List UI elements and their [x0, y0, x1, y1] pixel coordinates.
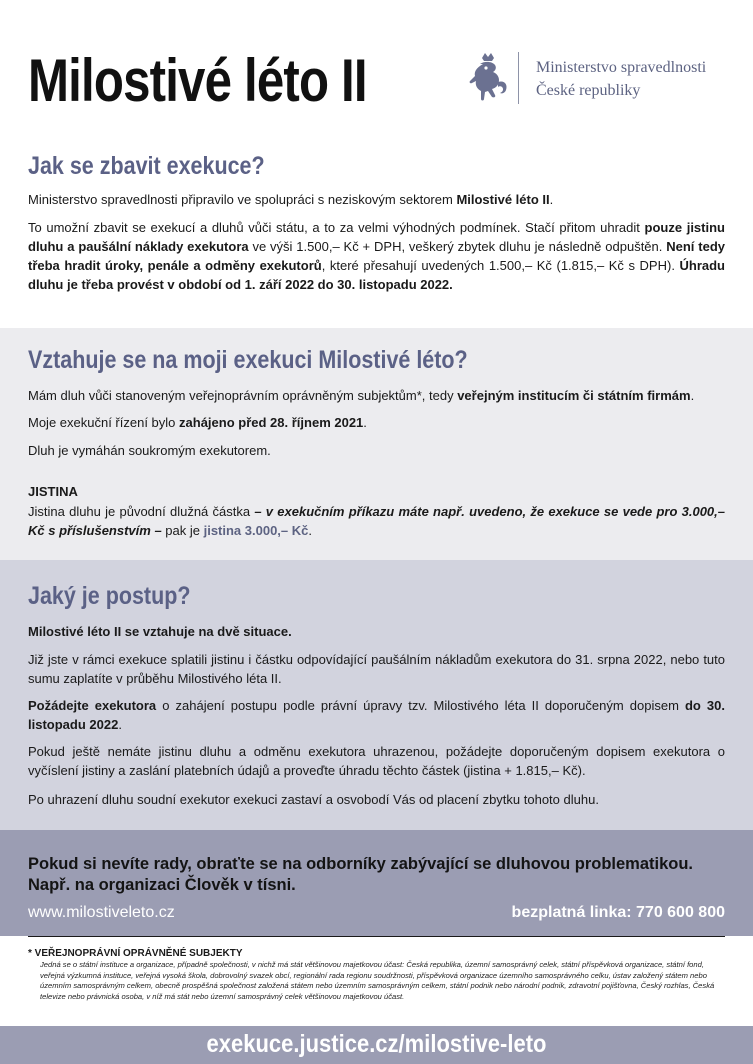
footer-url-link[interactable]: exekuce.justice.cz/milostive-leto [206, 1030, 547, 1058]
page-header [0, 0, 753, 140]
section-procedure [0, 560, 753, 830]
ministry-name [536, 56, 706, 102]
eligibility-date-paragraph: Moje exekuční řízení bylo zahájeno před 28. říjnem 2021. [28, 415, 367, 430]
helpline-number: bezplatná linka: 770 600 800 [511, 904, 725, 921]
procedure-situation-1: Již jste v rámci exekuce splatili jistinu i částku odpovídající paušálním nákladům exekutora do 31. srpna 2022, nebo tuto sumu zaplatíte v průběhu Milostivého léta II. [28, 652, 725, 686]
ministry-name-line1: Ministerstvo spravedlnosti [536, 59, 707, 76]
footnote-section [0, 936, 753, 1026]
czech-lion-emblem-icon [464, 52, 512, 104]
ministry-name-line2: České republiky [536, 82, 641, 99]
eligibility-debt-paragraph: Mám dluh vůči stanoveným veřejnoprávním oprávněným subjektům*, tedy veřejným institucím či státním firmám. [28, 388, 695, 403]
procedure-result: Po uhrazení dluhu soudní exekutor exekuci zastaví a osvobodí Vás od placení zbytku tohoto dluhu. [28, 792, 599, 807]
contact-advice-text: Pokud si nevíte rady, obraťte se na odborníky zabývající se dluhovou problematikou. Např. na organizaci Člověk v tísni. [28, 855, 694, 894]
intro-paragraph: Ministerstvo spravedlnosti připravilo ve spolupráci s neziskovým sektorem Milostivé léto II. [28, 192, 554, 207]
footnote-body: Jedná se o státní instituce a organizace, případně společnosti, v nichž má stát většinovou majetkovou účast: Česká republika, územní samosprávný celek, státní příspěvková organizace, státní fond, veřejná výzkumná instituce, veřejná vysoká škola, dobrovolný svazek obcí, regionální rada regionu soudržnosti, příspěvková organizace územního samosprávného celku, ústav založený státem nebo územním samosprávným celkem, obecně prospěšná společnost založená státem nebo územním samosprávným celkem, státní podnik nebo národní podnik, zdravotní pojišťovna, Český rozhlas, Česká televize nebo právnická osoba, v níž má stát nebo územní samosprávný celek většinovou majetkovou účast. [40, 960, 715, 1001]
footnote-title: * VEŘEJNOPRÁVNÍ OPRÁVNĚNÉ SUBJEKTY [28, 948, 243, 959]
section-heading: Jaký je postup? [28, 582, 191, 610]
conditions-paragraph: To umožní zbavit se exekucí a dluhů vůči státu, a to za velmi výhodných podmínek. Stačí přitom uhradit pouze jistinu dluhu a paušální náklady exekutora ve výši 1.500,– Kč + DPH, veškerý zbytek dluhu je následně odpuštěn. Není tedy třeba hradit úroky, penále a odměny exekutorů, které přesahují uvedených 1.500,– Kč (1.815,– Kč s DPH). Úhradu dluhu je třeba provést v období od 1. září 2022 do 30. listopadu 2022. [28, 220, 725, 292]
contact-banner [0, 830, 753, 936]
jistina-title: JISTINA [28, 484, 78, 499]
eligibility-executor-paragraph: Dluh je vymáhán soukromým exekutorem. [28, 443, 271, 458]
website-link[interactable]: www.milostiveleto.cz [28, 904, 175, 921]
section-how-to [0, 140, 753, 328]
page-title: Milostivé léto II [28, 47, 367, 114]
procedure-request-paragraph: Požádejte exekutora o zahájení postupu podle právní úpravy tzv. Milostivého léta II doporučeným dopisem do 30. listopadu 2022. [28, 698, 725, 732]
procedure-situation-2: Pokud ještě nemáte jistinu dluhu a odměnu exekutora uhrazenou, požádejte doporučeným dopisem exekutora o vyčíslení jistiny a zaslání platebních údajů a proveďte úhradu těchto částek (jistina + 1.815,– Kč). [28, 744, 725, 778]
procedure-intro: Milostivé léto II se vztahuje na dvě situace. [28, 624, 292, 639]
jistina-paragraph: Jistina dluhu je původní dlužná částka – v exekučním příkazu máte např. uvedeno, že exekuce se vede pro 3.000,– Kč s příslušenstvím – pak je jistina 3.000,– Kč. [28, 504, 726, 538]
footnote-divider [28, 936, 725, 937]
section-heading: Vztahuje se na moji exekuci Milostivé léto? [28, 346, 468, 374]
logo-divider [518, 52, 519, 104]
section-eligibility [0, 328, 753, 560]
footer-banner [0, 1026, 753, 1064]
section-heading: Jak se zbavit exekuce? [28, 152, 265, 180]
